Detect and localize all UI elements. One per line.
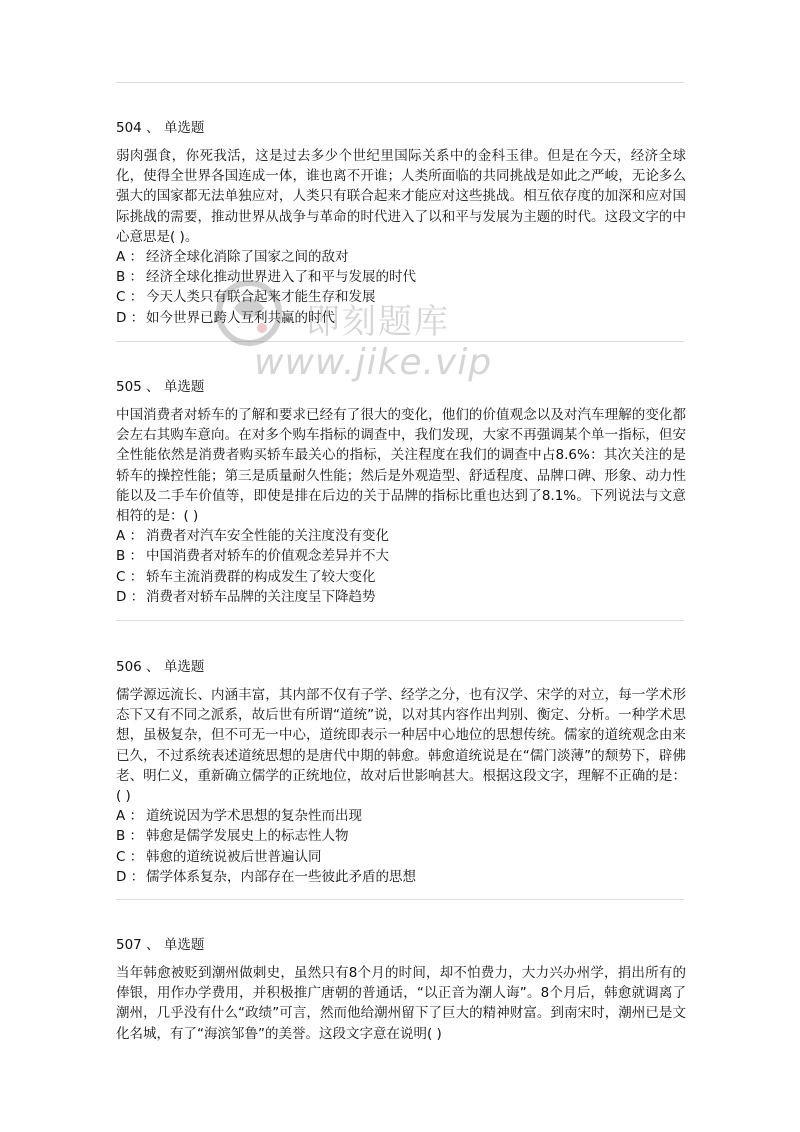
option-d[interactable]	[116, 587, 686, 607]
question-type: 单选题	[163, 379, 205, 395]
question-507	[116, 935, 686, 1044]
divider	[116, 620, 684, 621]
option-a[interactable]	[116, 806, 686, 826]
question-504	[116, 118, 686, 328]
option-c[interactable]	[116, 847, 686, 867]
question-number: 504 、	[116, 120, 160, 136]
option-text: 消费者对汽车安全性能的关注度没有变化	[146, 528, 389, 545]
option-letter: A ：	[116, 808, 144, 825]
question-header	[116, 118, 686, 138]
option-text: 儒学体系复杂，内部存在一些彼此矛盾的思想	[146, 868, 416, 885]
divider	[116, 82, 684, 83]
option-text: 轿车主流消费群的构成发生了较大变化	[146, 568, 376, 585]
question-header	[116, 935, 686, 955]
question-type: 单选题	[163, 659, 205, 675]
option-b[interactable]	[116, 267, 686, 287]
option-letter: D ：	[116, 868, 145, 885]
option-text: 韩愈的道统说被后世普遍认同	[146, 848, 322, 865]
question-505	[116, 377, 686, 607]
option-letter: B ：	[116, 828, 144, 845]
question-stem: 儒学源远流长、内涵丰富，其内部不仅有子学、经学之分，也有汉学、宋学的对立，每一学术形态下又有不同之派系，故后世有所谓“道统”说，以对其内容作出判别、衡定、分析。一种学术思想，虽极复杂，但不可无一中心，道统即表示一种居中心地位的思想传统。儒家的道统观念由来已久，不过系统表述道统思想的是唐代中期的韩愈。韩愈道统说是在“儒门淡薄”的颓势下，辟佛老、明仁义，重新确立儒学的正统地位，故对后世影响甚大。根据这段文字，理解不正确的是：( )	[116, 687, 686, 805]
question-stem: 弱肉强食，你死我活，这是过去多少个世纪里国际关系中的金科玉律。但是在今天，经济全球化，使得全世界各国连成一体，谁也离不开谁；人类所面临的共同挑战是如此之严峻，无论多么强大的国家都无法单独应对，人类只有联合起来才能应对这些挑战。相互依存度的加深和应对国际挑战的需要，推动世界从战争与革命的时代进入了以和平与发展为主题的时代。这段文字的中心意思是( )。	[116, 148, 686, 245]
question-stem: 中国消费者对轿车的了解和要求已经有了很大的变化，他们的价值观念以及对汽车理解的变化都会左右其购车意向。在对多个购车指标的调查中，我们发现，大家不再强调某个单一指标，但安全性能依然是消费者购买轿车最关心的指标，关注程度在我们的调查中占8.6%：其次关注的是轿车的操控性能；第三是质量耐久性能；然后是外观造型、舒适程度、品牌口碑、形象、动力性能以及二手车价值等，即使是排在后边的关于品牌的指标比重也达到了8.1%。下列说法与文意相符的是：( )	[116, 407, 686, 525]
question-number: 505 、	[116, 379, 160, 395]
option-text: 今天人类只有联合起来才能生存和发展	[146, 289, 376, 306]
option-letter: D ：	[116, 309, 145, 326]
option-text: 道统说因为学术思想的复杂性而出现	[146, 808, 362, 825]
option-letter: C ：	[116, 848, 144, 865]
question-number: 507 、	[116, 937, 160, 953]
option-text: 韩愈是儒学发展史上的标志性人物	[146, 828, 349, 845]
question-506	[116, 657, 686, 887]
option-d[interactable]	[116, 867, 686, 887]
watermark-name: 即刻题库	[306, 302, 450, 342]
option-text: 如今世界已跨人互利共赢的时代	[146, 309, 335, 326]
option-letter: B ：	[116, 548, 144, 565]
option-text: 经济全球化消除了国家之间的敌对	[146, 249, 349, 266]
watermark-url: www.jike.vip	[254, 342, 493, 383]
option-b[interactable]	[116, 546, 686, 566]
question-header	[116, 377, 686, 397]
question-number: 506 、	[116, 659, 160, 675]
option-c[interactable]	[116, 287, 686, 307]
option-d[interactable]	[116, 308, 686, 328]
option-a[interactable]	[116, 526, 686, 546]
question-header	[116, 657, 686, 677]
option-text: 消费者对轿车品牌的关注度呈下降趋势	[146, 588, 376, 605]
option-letter: C ：	[116, 289, 144, 306]
option-letter: B ：	[116, 269, 144, 286]
option-c[interactable]	[116, 567, 686, 587]
divider	[116, 341, 684, 342]
question-type: 单选题	[163, 120, 205, 136]
option-letter: D ：	[116, 588, 145, 605]
option-letter: A ：	[116, 249, 144, 266]
option-a[interactable]	[116, 247, 686, 267]
option-letter: C ：	[116, 568, 144, 585]
option-text: 中国消费者对轿车的价值观念差异并不大	[146, 548, 389, 565]
divider	[116, 899, 684, 900]
option-text: 经济全球化推动世界进入了和平与发展的时代	[146, 269, 416, 286]
option-b[interactable]	[116, 826, 686, 846]
question-stem: 当年韩愈被贬到潮州做刺史，虽然只有8个月的时间，却不怕费力，大力兴办州学，捐出所有的俸银，用作办学费用，并积极推广唐朝的普通话，“以正音为潮人诲”。8个月后，韩愈就调离了潮州，几乎没有什么“政绩”可言，然而他给潮州留下了巨大的精神财富。到南宋时，潮州已是文化名城，有了“海滨邹鲁”的美誉。这段文字意在说明( )	[116, 965, 686, 1042]
question-type: 单选题	[163, 937, 205, 953]
option-letter: A ：	[116, 528, 144, 545]
